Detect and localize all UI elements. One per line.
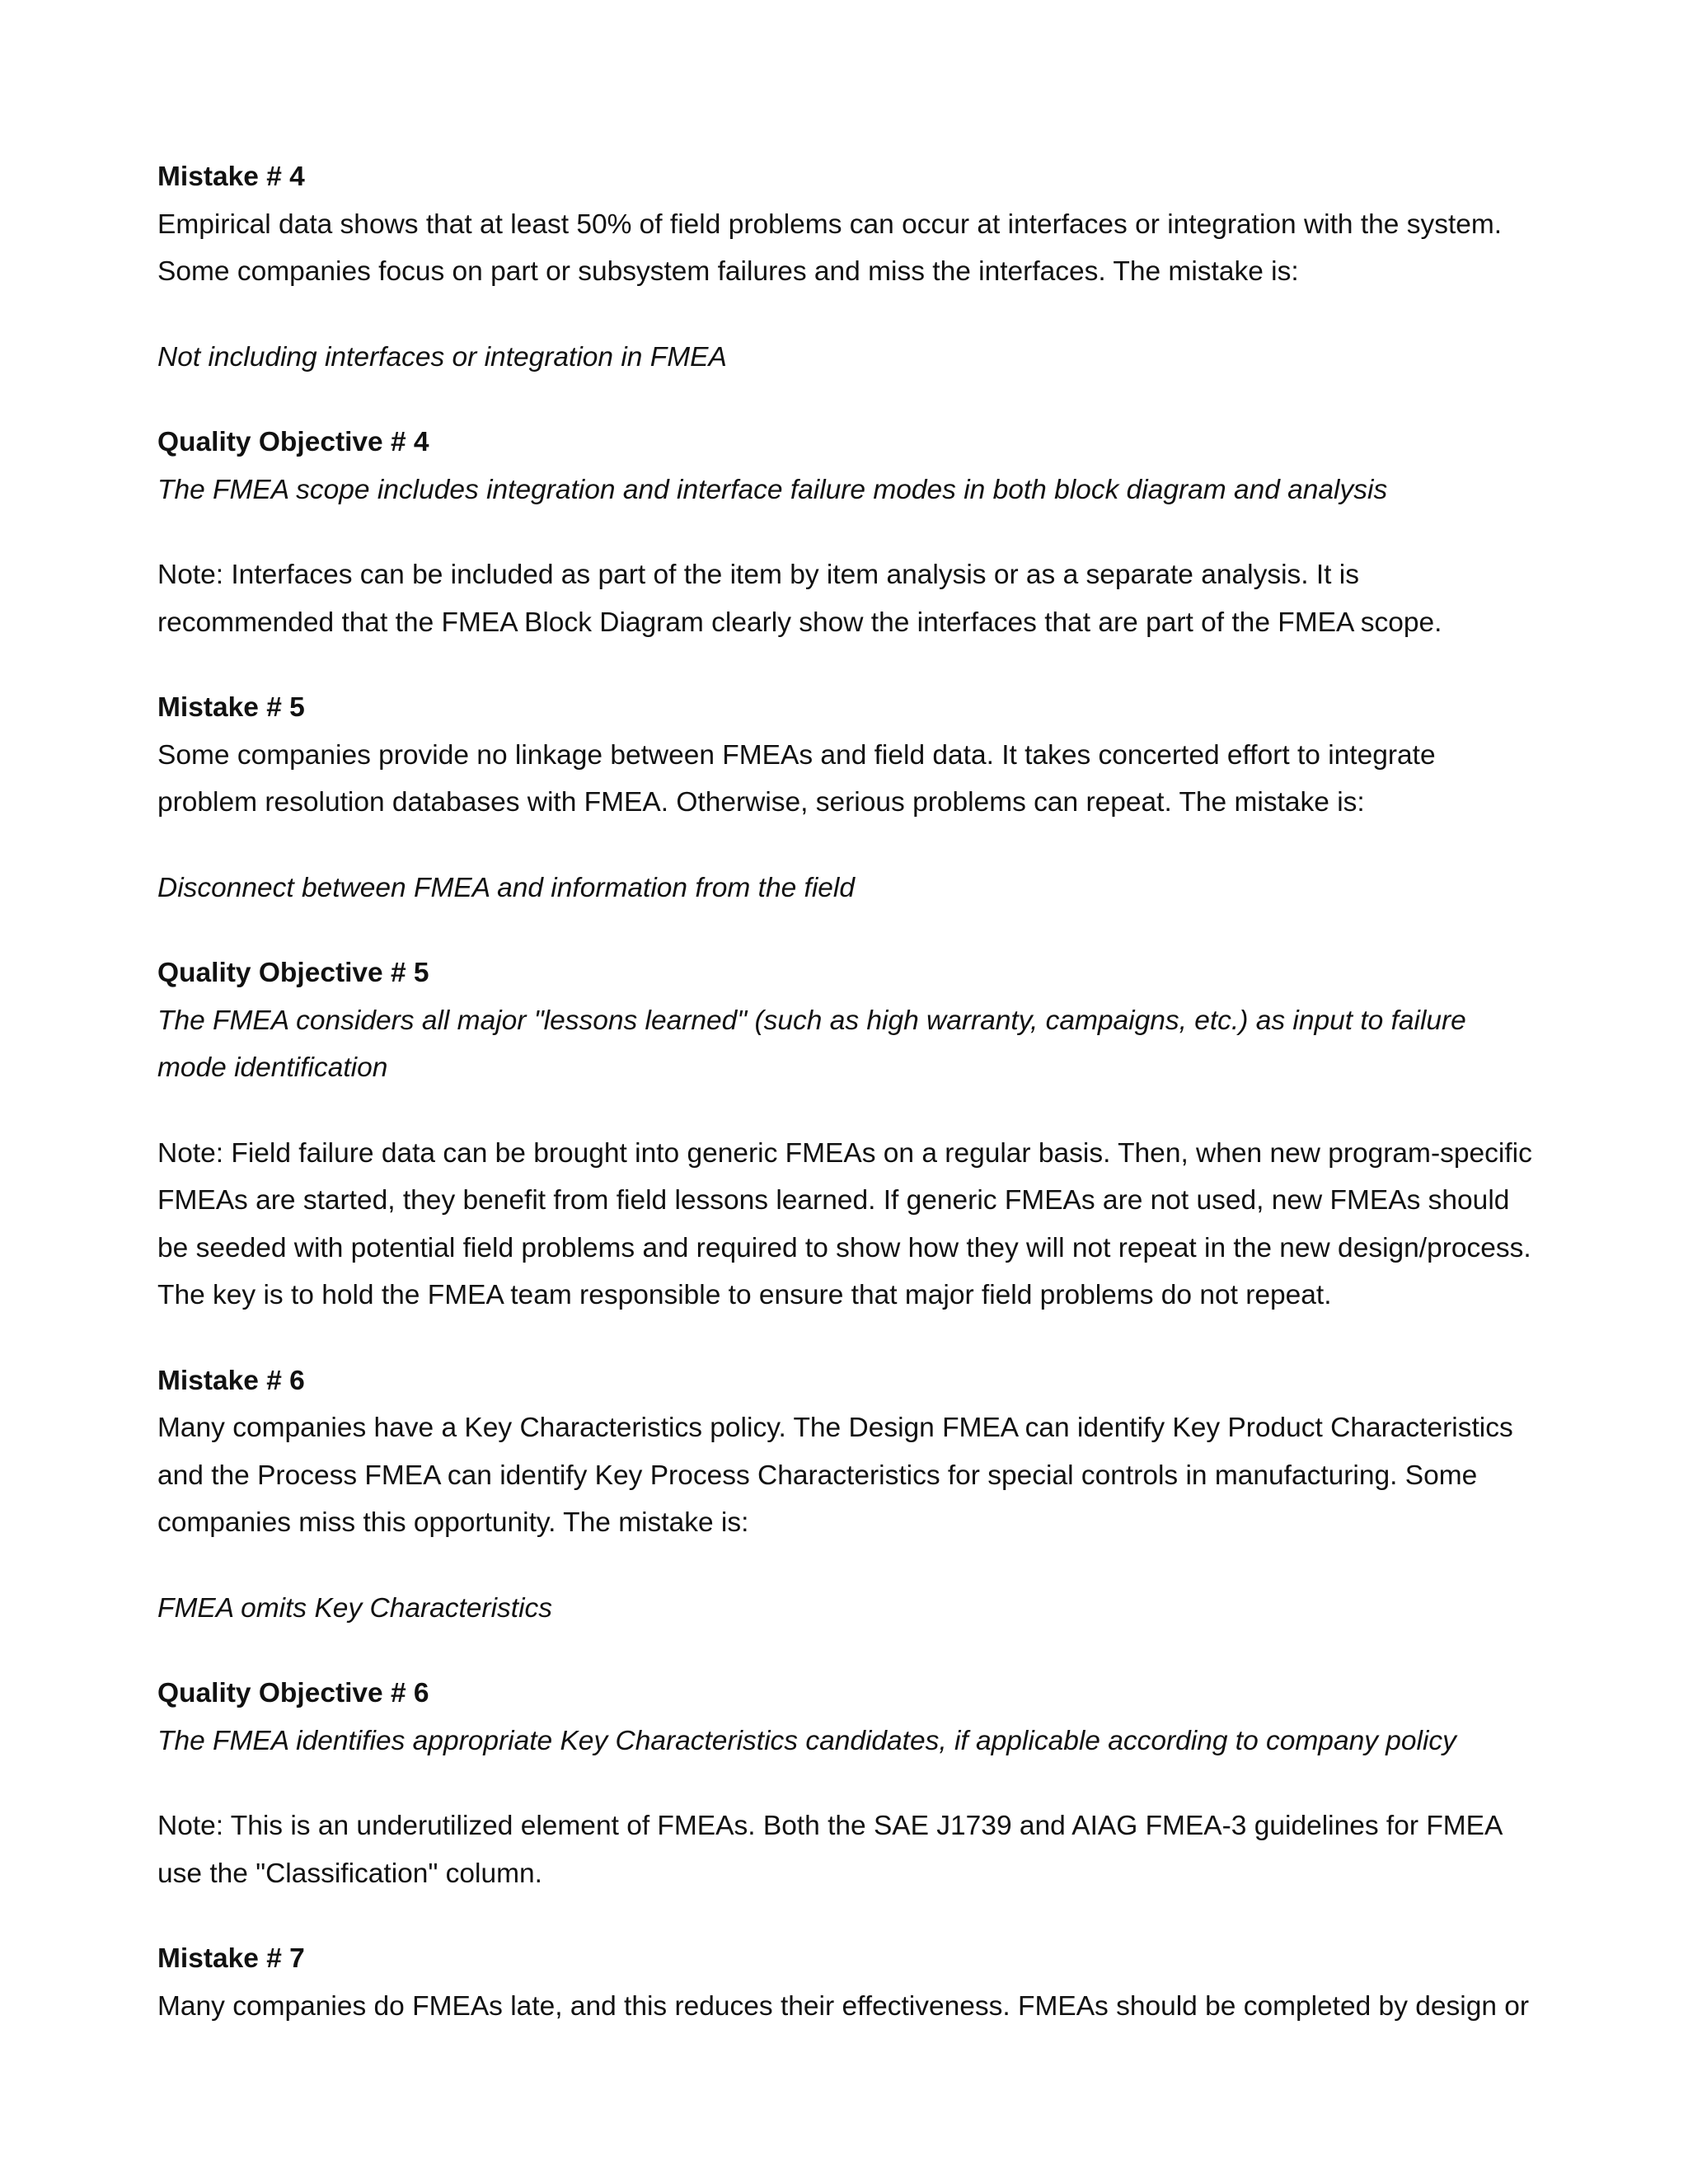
quality-objective-6-note: Note: This is an underutilized element of FMEAs. Both the SAE J1739 and AIAG FMEA-3 guidelines for FMEA use the "Classification" column. (157, 1811, 1502, 1889)
quality-objective-5-note: Note: Field failure data can be brought into generic FMEAs on a regular basis. Then, when new program-specific FMEAs are started, they benefit from field lessons learned. If generic FMEAs are not used, new FMEAs should be seeded with potential field problems and required to show how they will not repeat in the new design/process. The key is to hold the FMEA team responsible to ensure that major field problems do not repeat. (157, 1137, 1532, 1310)
quality-objective-5-heading: Quality Objective # 5 (157, 958, 429, 988)
mistake-6-body: Many companies have a Key Characteristics policy. The Design FMEA can identify Key Product Characteristics and the Process FMEA can identify Key Process Characteristics for special controls in manufacturing. Some companies miss this opportunity. The mistake is: (157, 1413, 1513, 1538)
quality-objective-6-heading: Quality Objective # 6 (157, 1678, 429, 1708)
mistake-5-heading: Mistake # 5 (157, 692, 305, 723)
mistake-4-statement: Not including interfaces or integration in FMEA (157, 341, 727, 373)
mistake-7-heading: Mistake # 7 (157, 1943, 305, 1974)
quality-objective-4-note: Note: Interfaces can be included as part of the item by item analysis or as a separate analysis. It is recommended that the FMEA Block Diagram clearly show the interfaces that are part of the FMEA scope. (157, 560, 1442, 638)
quality-objective-5-statement: The FMEA considers all major "lessons learned" (such as high warranty, campaigns, etc.) as input to failure mode identification (157, 1005, 1466, 1083)
quality-objective-4-heading: Quality Objective # 4 (157, 427, 429, 457)
mistake-7-body: Many companies do FMEAs late, and this reduces their effectiveness. FMEAs should be completed by design or (157, 1990, 1530, 2022)
mistake-4-body: Empirical data shows that at least 50% of field problems can occur at interfaces or integration with the system. Some companies focus on part or subsystem failures and miss the interfaces. The mistake is: (157, 209, 1503, 287)
mistake-6-heading: Mistake # 6 (157, 1365, 305, 1396)
mistake-5-statement: Disconnect between FMEA and information from the field (157, 872, 855, 903)
document-page (157, 153, 1542, 2030)
quality-objective-4-statement: The FMEA scope includes integration and interface failure modes in both block diagram and analysis (157, 474, 1388, 505)
mistake-5-body: Some companies provide no linkage between FMEAs and field data. It takes concerted effort to integrate problem resolution databases with FMEA. Otherwise, serious problems can repeat. The mistake is: (157, 739, 1436, 818)
mistake-4-heading: Mistake # 4 (157, 162, 305, 192)
quality-objective-6-statement: The FMEA identifies appropriate Key Characteristics candidates, if applicable according to company policy (157, 1725, 1456, 1756)
mistake-6-statement: FMEA omits Key Characteristics (157, 1592, 553, 1624)
